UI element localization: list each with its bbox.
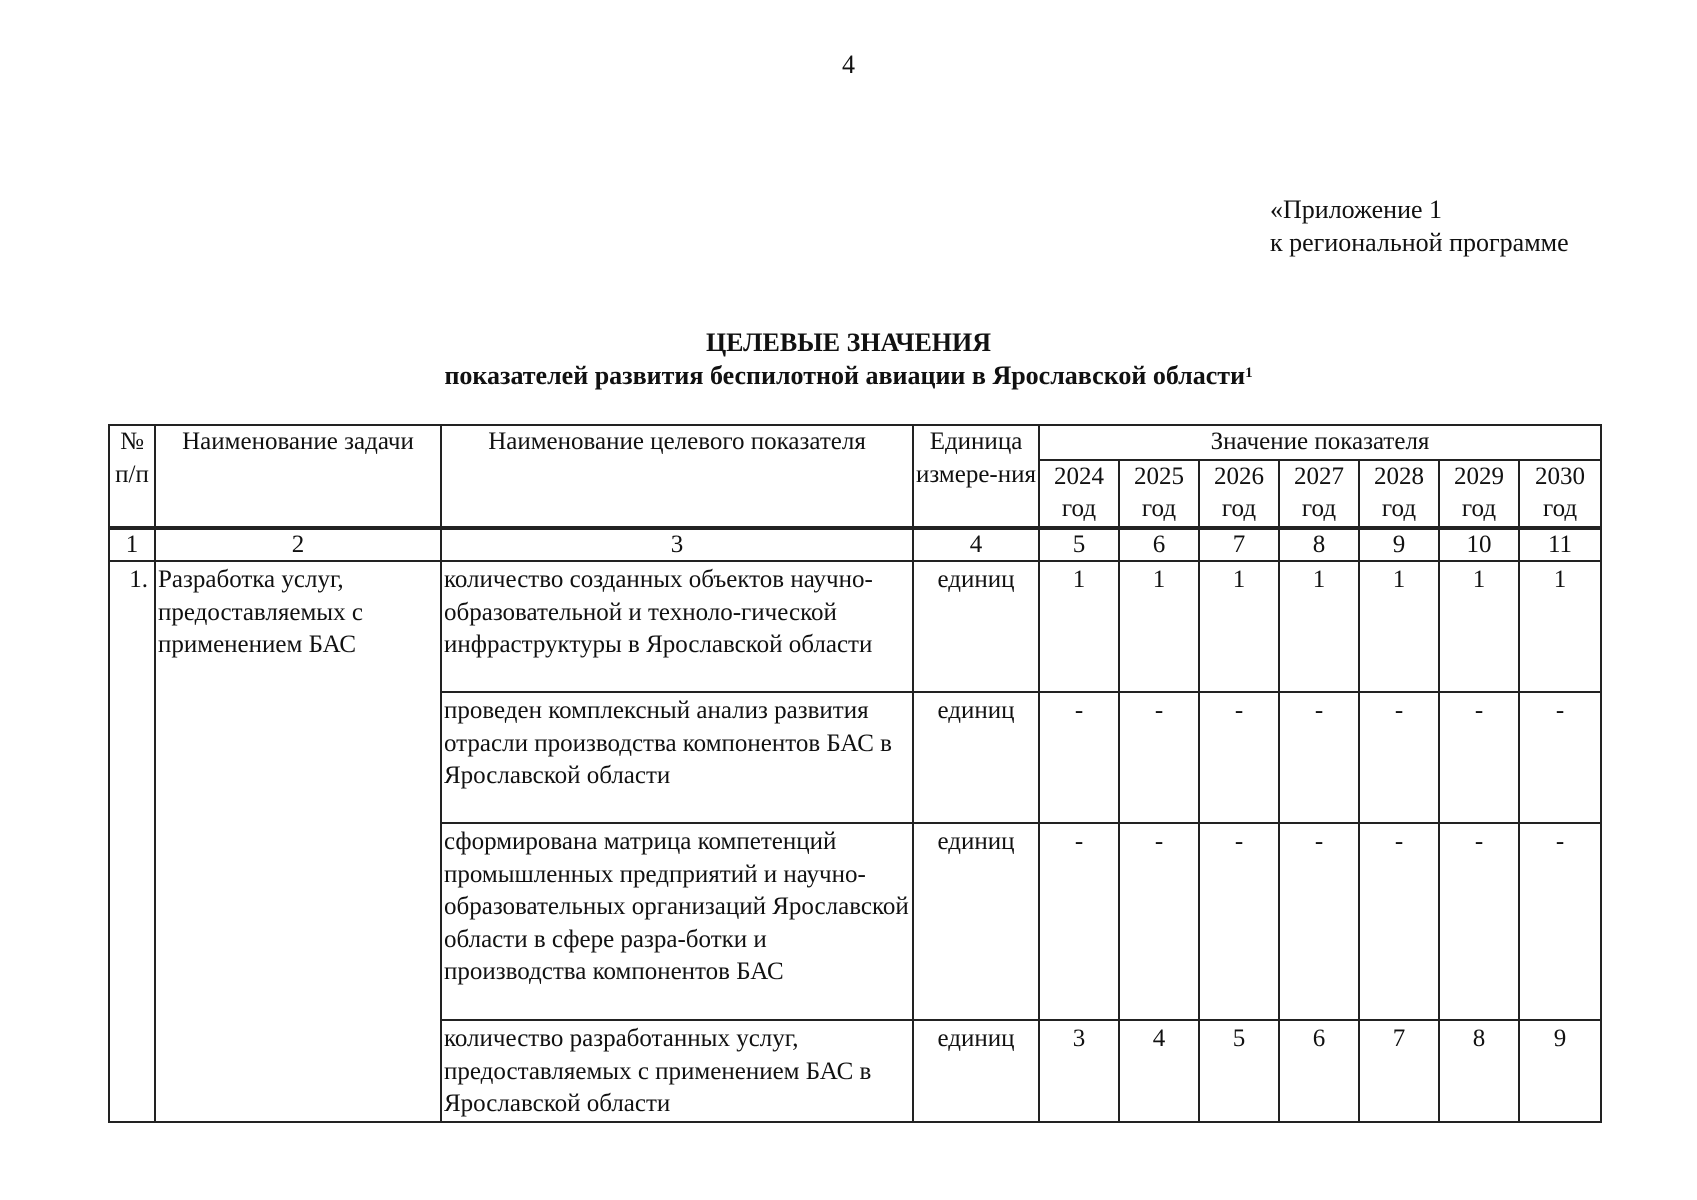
indicator-name: сформирована матрица компетенций промышленных предприятий и научно-образовательных организаций Ярославской области в сфере разра-ботки и производства компонентов БАС <box>441 823 913 1020</box>
indicators-table-header <box>108 424 1602 528</box>
column-number: 10 <box>1439 529 1519 561</box>
footnote-mark: 1 <box>1245 365 1253 381</box>
indicator-value: - <box>1039 823 1119 1020</box>
indicator-name: проведен комплексный анализ развития отрасли производства компонентов БАС в Ярославской области <box>441 692 913 823</box>
indicator-value: 1 <box>1199 561 1279 692</box>
indicator-value: 1 <box>1279 561 1359 692</box>
indicator-value: - <box>1439 692 1519 823</box>
indicator-value: - <box>1359 823 1439 1020</box>
table-row <box>109 561 1601 692</box>
column-number: 9 <box>1359 529 1439 561</box>
column-number: 8 <box>1279 529 1359 561</box>
indicator-value: 1 <box>1439 561 1519 692</box>
indicator-value: - <box>1199 823 1279 1020</box>
indicator-value: 9 <box>1519 1020 1601 1122</box>
indicator-value: 4 <box>1119 1020 1199 1122</box>
column-number: 3 <box>441 529 913 561</box>
appendix-line-2: к региональной программе <box>1270 228 1569 257</box>
header-year: 2029 год <box>1439 460 1519 527</box>
indicator-value: 1 <box>1039 561 1119 692</box>
indicator-value: 5 <box>1199 1020 1279 1122</box>
title-subtitle: показателей развития беспилотной авиации в Ярославской области <box>444 361 1246 390</box>
header-indicator: Наименование целевого показателя <box>441 425 913 527</box>
header-num: № п/п <box>109 425 155 527</box>
indicator-value: - <box>1199 692 1279 823</box>
indicator-value: 1 <box>1119 561 1199 692</box>
task-name: Разработка услуг, предоставляемых с применением БАС <box>155 561 441 1122</box>
column-number: 11 <box>1519 529 1601 561</box>
indicator-value: 1 <box>1519 561 1601 692</box>
indicator-value: 8 <box>1439 1020 1519 1122</box>
indicator-value: - <box>1279 823 1359 1020</box>
header-year: 2024 год <box>1039 460 1119 527</box>
header-unit: Единица измере-ния <box>913 425 1039 527</box>
indicator-unit: единиц <box>913 1020 1039 1122</box>
indicator-unit: единиц <box>913 561 1039 692</box>
indicator-value: - <box>1119 823 1199 1020</box>
indicator-name: количество созданных объектов научно-образовательной и техноло-гической инфраструктуры в Ярославской области <box>441 561 913 692</box>
column-number: 5 <box>1039 529 1119 561</box>
indicator-value: - <box>1119 692 1199 823</box>
column-number: 4 <box>913 529 1039 561</box>
header-year: 2027 год <box>1279 460 1359 527</box>
header-year: 2026 год <box>1199 460 1279 527</box>
indicator-value: - <box>1439 823 1519 1020</box>
header-year: 2028 год <box>1359 460 1439 527</box>
column-numbers-row <box>109 529 1601 561</box>
indicator-name: количество разработанных услуг, предоставляемых с применением БАС в Ярославской области <box>441 1020 913 1122</box>
indicator-value: - <box>1279 692 1359 823</box>
header-year: 2025 год <box>1119 460 1199 527</box>
indicator-value: 3 <box>1039 1020 1119 1122</box>
indicators-table-body <box>108 528 1602 1123</box>
indicator-value: - <box>1039 692 1119 823</box>
column-number: 1 <box>109 529 155 561</box>
indicator-value: - <box>1519 823 1601 1020</box>
column-number: 7 <box>1199 529 1279 561</box>
indicator-value: - <box>1359 692 1439 823</box>
indicator-unit: единиц <box>913 823 1039 1020</box>
document-title <box>0 326 1697 392</box>
column-number: 2 <box>155 529 441 561</box>
indicator-value: 7 <box>1359 1020 1439 1122</box>
indicator-unit: единиц <box>913 692 1039 823</box>
title-subtitle-line <box>0 359 1697 392</box>
appendix-note <box>1270 193 1569 259</box>
header-year: 2030 год <box>1519 460 1601 527</box>
page-number: 4 <box>842 50 855 79</box>
appendix-line-1: «Приложение 1 <box>1270 195 1443 224</box>
header-task: Наименование задачи <box>155 425 441 527</box>
title-main: ЦЕЛЕВЫЕ ЗНАЧЕНИЯ <box>705 328 992 357</box>
header-value: Значение показателя <box>1039 425 1601 460</box>
indicator-value: 1 <box>1359 561 1439 692</box>
indicator-value: 6 <box>1279 1020 1359 1122</box>
column-number: 6 <box>1119 529 1199 561</box>
task-number: 1. <box>109 561 155 1122</box>
indicator-value: - <box>1519 692 1601 823</box>
